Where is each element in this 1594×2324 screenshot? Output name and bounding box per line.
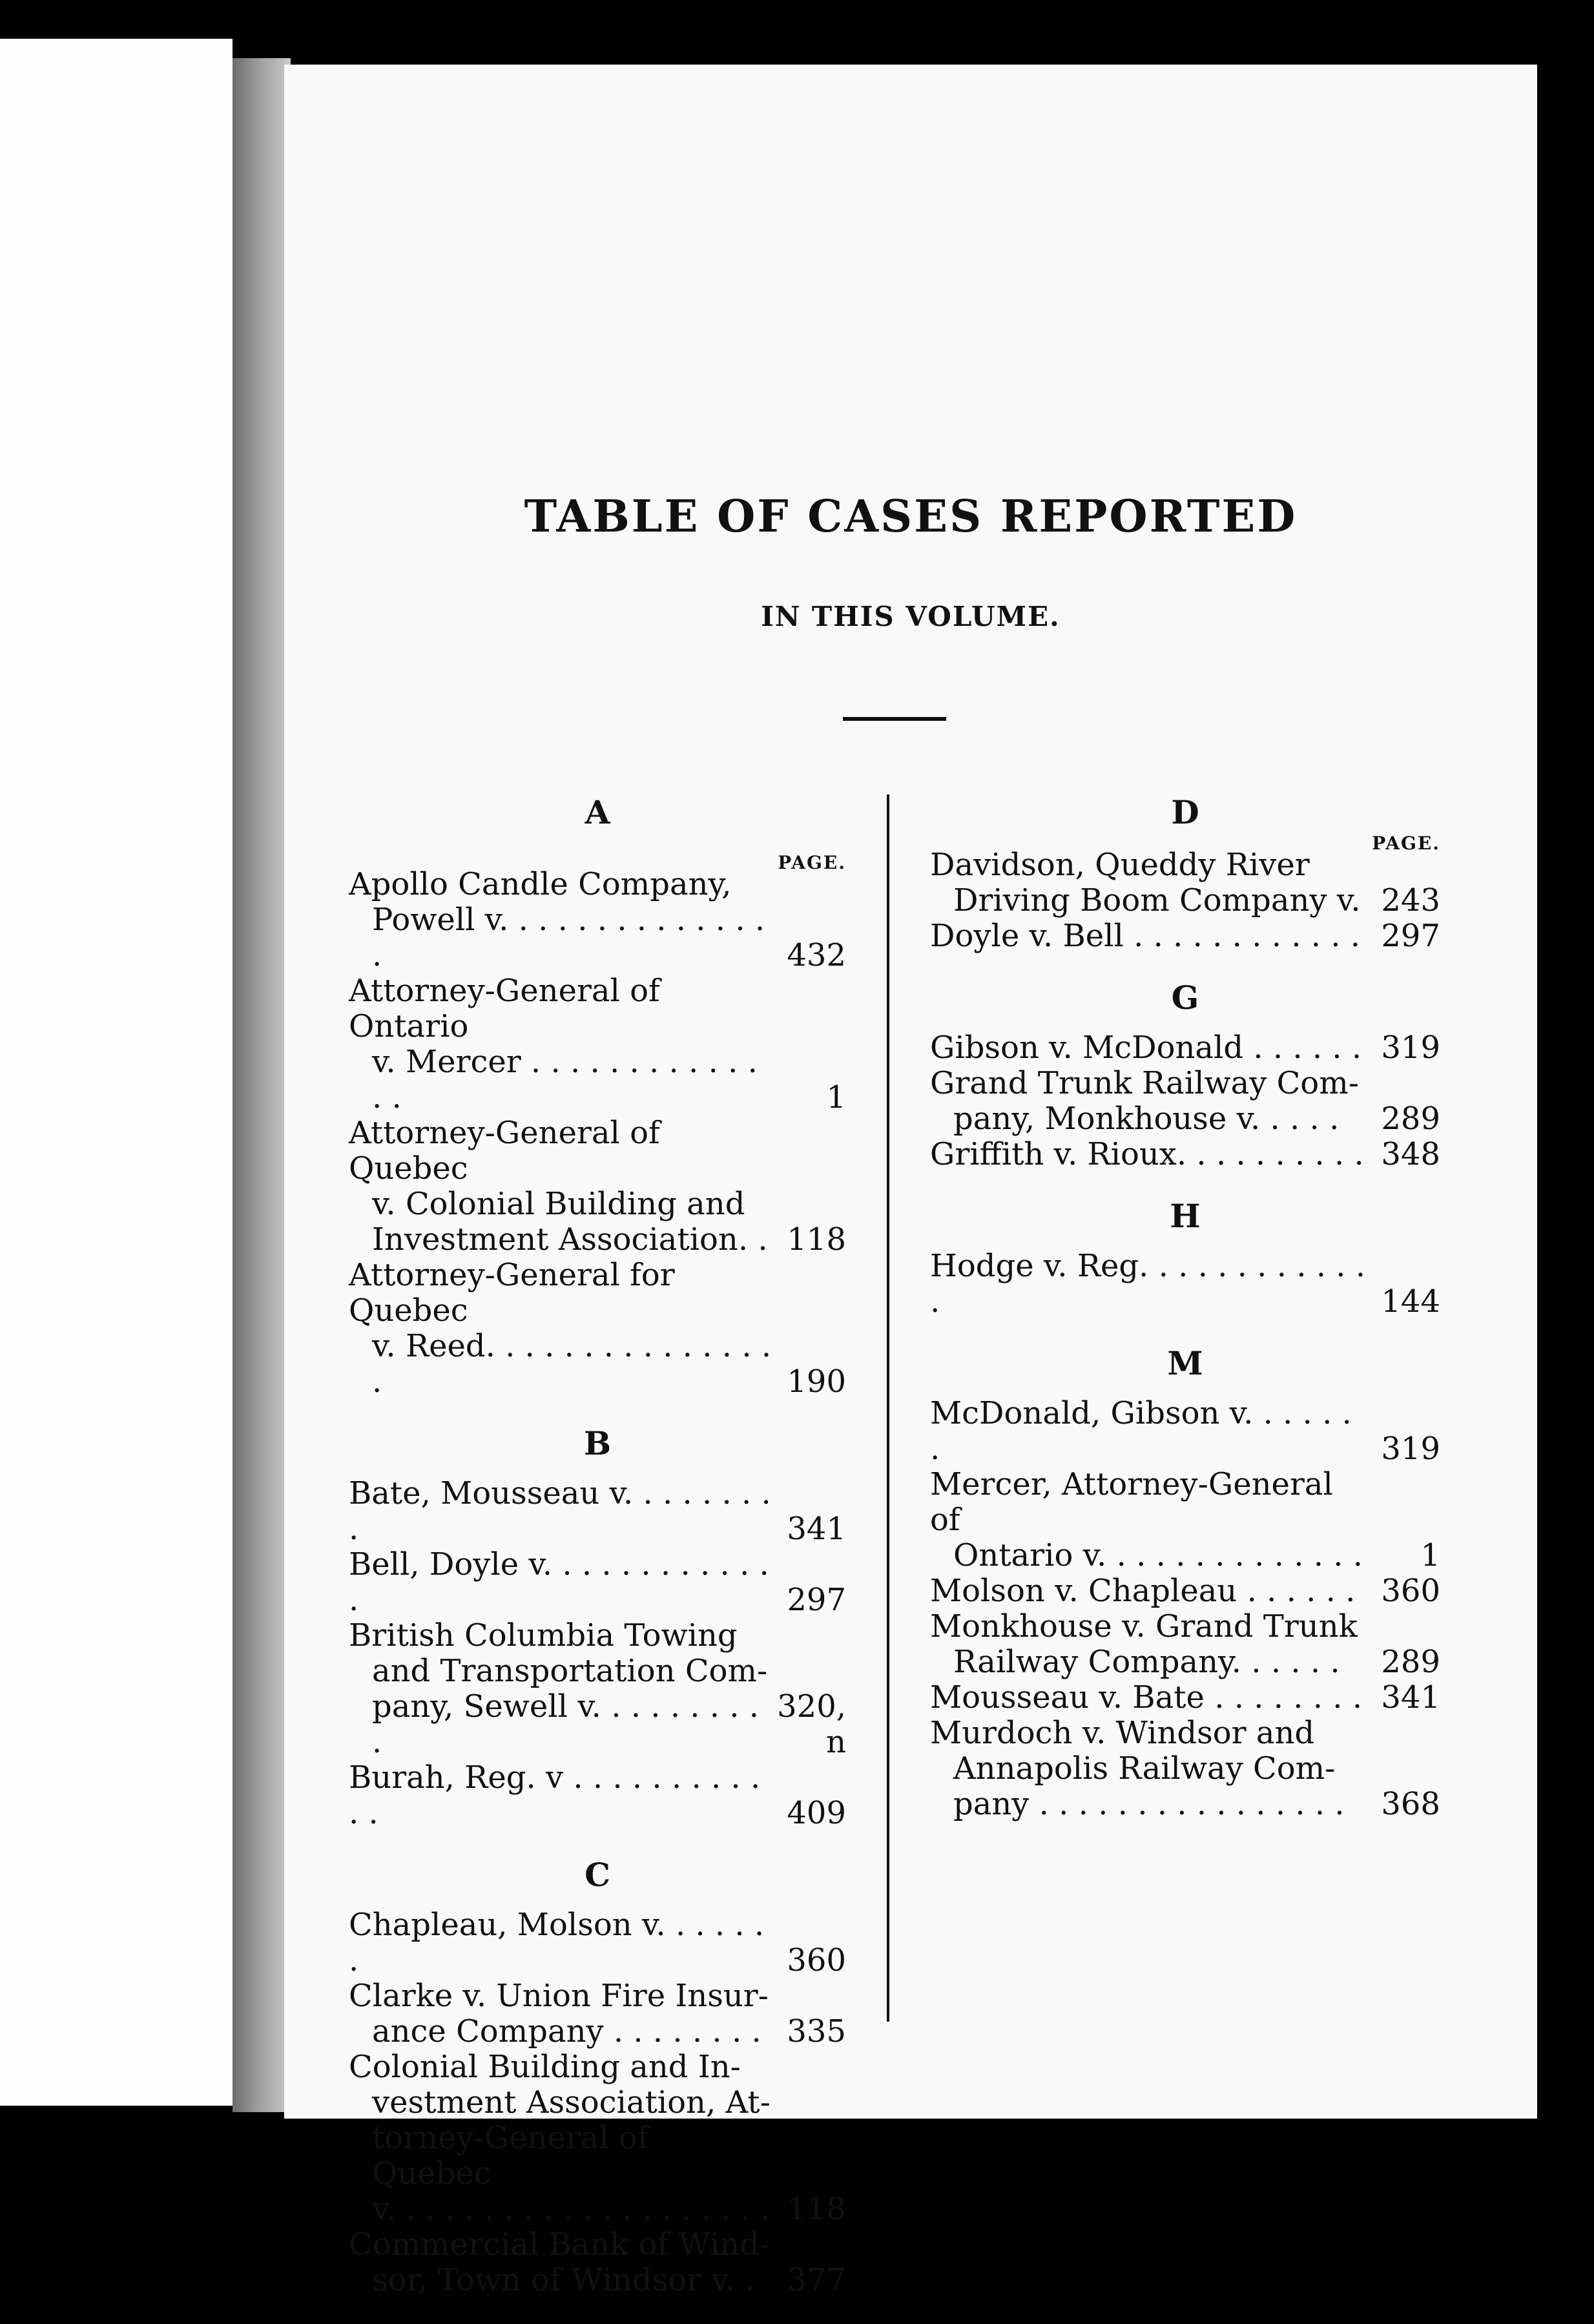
case-name-line: pany, Monkhouse v. . . . . (953, 1101, 1340, 1137)
case-page-number: 289 (1381, 1101, 1440, 1137)
case-entry (930, 1137, 1440, 1172)
case-name (349, 1476, 775, 1547)
case-page-number: 243 (1381, 882, 1440, 918)
case-name (349, 1760, 775, 1831)
section-m (930, 1345, 1440, 1822)
page-column-label: PAGE. (778, 852, 846, 873)
case-name-line: Molson v. Chapleau . . . . . . (930, 1573, 1356, 1609)
page-column-label: PAGE. (1372, 833, 1440, 854)
case-entry (349, 973, 846, 1115)
section-a (349, 794, 846, 1400)
case-name (349, 1978, 775, 2049)
case-name (930, 1030, 1369, 1066)
section-g (930, 980, 1440, 1172)
case-name (930, 1066, 1369, 1137)
case-name-line: Clarke v. Union Fire Insur- (349, 1978, 769, 2014)
case-name-line: ance Company . . . . . . . . (372, 2013, 761, 2049)
case-name (930, 1249, 1369, 1320)
section-letter: B (583, 1424, 612, 1462)
case-name (930, 1680, 1369, 1716)
case-name-line: Annapolis Railway Com- (953, 1750, 1336, 1787)
case-name-line: Burah, Reg. v . . . . . . . . . . . . (349, 1759, 761, 1831)
case-page-number: 341 (1381, 1679, 1440, 1716)
case-name-line: Powell v. . . . . . . . . . . . . . . (372, 902, 765, 973)
case-name (349, 1258, 775, 1400)
case-entry (930, 1609, 1440, 1680)
case-name-line: British Columbia Towing (349, 1617, 738, 1654)
case-name (349, 973, 775, 1115)
case-entry (930, 1396, 1440, 1467)
section-letter: D (1171, 793, 1199, 831)
case-name-line: and Transportation Com- (372, 1653, 768, 1689)
case-page-number: 289 (1381, 1644, 1440, 1680)
case-entry (349, 1618, 846, 1760)
case-page-number: 368 (1381, 1786, 1440, 1822)
case-name-line: torney-General of Quebec (372, 2120, 649, 2192)
case-page-number: 190 (787, 1364, 846, 1400)
case-page-number: 432 (787, 937, 846, 973)
case-name-line: vestment Association, At- (372, 2084, 771, 2121)
case-entry (349, 1258, 846, 1400)
document-page (284, 65, 1537, 2298)
case-name-line: Davidson, Queddy River (930, 847, 1310, 883)
case-name (930, 1396, 1369, 1467)
case-name-line: Murdoch v. Windsor and (930, 1715, 1315, 1751)
case-entry (349, 1547, 846, 1618)
case-name (349, 1907, 775, 1978)
case-entry (930, 1716, 1440, 1822)
case-name-line: Apollo Candle Company, (349, 866, 732, 902)
right-column (930, 788, 1440, 1848)
section-letter: C (585, 1856, 610, 1894)
case-name (349, 2227, 775, 2298)
case-entry (930, 847, 1440, 918)
case-page-number: 335 (787, 2013, 846, 2049)
case-entry (349, 1978, 846, 2049)
case-entry (349, 1476, 846, 1547)
case-page-number: 297 (787, 1582, 846, 1618)
case-page-number: 1 (826, 1079, 846, 1115)
case-name-line: Ontario v. . . . . . . . . . . . . . (953, 1537, 1363, 1573)
case-name-line: Driving Boom Company v. (953, 882, 1361, 918)
case-name-line: Doyle v. Bell . . . . . . . . . . . . (930, 918, 1361, 954)
case-name-line: pany . . . . . . . . . . . . . . . . (953, 1786, 1345, 1822)
section-letter: H (1170, 1197, 1201, 1235)
case-name-line: Bell, Doyle v. . . . . . . . . . . . . (349, 1546, 769, 1618)
case-name (349, 2049, 775, 2227)
section-letter: M (1167, 1344, 1203, 1382)
page-subtitle: IN THIS VOLUME. (761, 601, 1061, 632)
book-gutter (233, 58, 291, 2112)
case-entry (930, 1030, 1440, 1066)
case-name-line: Mousseau v. Bate . . . . . . . . (930, 1679, 1363, 1716)
case-name-line: Attorney-General of Ontario (349, 973, 660, 1044)
case-page-number: 341 (787, 1511, 846, 1547)
case-entry (349, 867, 846, 973)
case-page-number: 348 (1381, 1136, 1440, 1172)
case-name-line: v. Mercer . . . . . . . . . . . . . . (372, 1044, 758, 1115)
case-page-number: 320, n (777, 1688, 846, 1760)
case-page-number: 144 (1381, 1283, 1440, 1320)
case-name-line: Gibson v. McDonald . . . . . . (930, 1030, 1362, 1066)
case-name-line: Investment Association. . (372, 1221, 768, 1258)
case-name (349, 1115, 775, 1258)
case-entry (349, 2227, 846, 2298)
page-title: TABLE OF CASES REPORTED (524, 491, 1298, 543)
case-page-number: 319 (1381, 1431, 1440, 1467)
case-name-line: sor, Town of Windsor v. . (372, 2262, 755, 2298)
case-name-line: Griffith v. Rioux. . . . . . . . . . (930, 1136, 1364, 1172)
case-name-line: Bate, Mousseau v. . . . . . . . . (349, 1475, 771, 1547)
case-name (930, 1467, 1369, 1573)
case-name-line: v. . . . . . . . . . . . . . . . . . . . (372, 2191, 771, 2227)
case-name-line: v. Colonial Building and (372, 1186, 745, 1222)
case-name-line: Commercial Bank of Wind- (349, 2226, 771, 2263)
case-entry (930, 1249, 1440, 1320)
case-name-line: pany, Sewell v. . . . . . . . . . (372, 1688, 760, 1760)
column-divider (887, 794, 889, 2022)
case-page-number: 319 (1381, 1030, 1440, 1066)
title-rule (843, 717, 946, 721)
case-page-number: 118 (787, 2191, 846, 2227)
case-entry (930, 1573, 1440, 1609)
left-page-margin (0, 39, 233, 2106)
case-name-line: Attorney-General of Quebec (349, 1115, 660, 1187)
case-name (349, 1618, 775, 1760)
case-name (930, 1716, 1369, 1822)
case-page-number: 377 (787, 2262, 846, 2298)
section-c (349, 1857, 846, 2298)
case-entry (349, 2049, 846, 2227)
case-entry (349, 1907, 846, 1978)
section-letter: G (1171, 979, 1199, 1017)
section-d (930, 794, 1440, 954)
case-page-number: 118 (787, 1221, 846, 1258)
case-name (349, 1547, 775, 1618)
case-page-number: 297 (1381, 918, 1440, 954)
case-name-line: Colonial Building and In- (349, 2049, 741, 2085)
case-name-line: Railway Company. . . . . . (953, 1644, 1340, 1680)
case-name-line: McDonald, Gibson v. . . . . . . (930, 1395, 1352, 1467)
case-entry (930, 1467, 1440, 1573)
case-name-line: v. Reed. . . . . . . . . . . . . . . . (372, 1328, 772, 1400)
case-name (930, 1137, 1369, 1172)
case-name (930, 1573, 1369, 1609)
section-letter: A (585, 793, 610, 831)
case-name-line: Attorney-General for Quebec (349, 1257, 675, 1329)
case-name (930, 1609, 1369, 1680)
section-h (930, 1198, 1440, 1320)
case-page-number: 409 (787, 1795, 846, 1831)
case-entry (930, 1680, 1440, 1716)
case-page-number: 360 (787, 1942, 846, 1978)
left-column (349, 788, 846, 2324)
case-name-line: Monkhouse v. Grand Trunk (930, 1608, 1358, 1644)
case-name-line: Grand Trunk Railway Com- (930, 1065, 1359, 1101)
case-page-number: 1 (1420, 1537, 1440, 1573)
case-entry (930, 1066, 1440, 1137)
case-page-number: 360 (1381, 1573, 1440, 1609)
case-name-line: Mercer, Attorney-General of (930, 1466, 1333, 1538)
case-name (930, 918, 1369, 954)
case-entry (349, 1760, 846, 1831)
case-entry (930, 918, 1440, 954)
case-name-line: Hodge v. Reg. . . . . . . . . . . . . (930, 1248, 1366, 1320)
case-name (930, 847, 1369, 918)
case-name (349, 867, 775, 973)
case-entry (349, 1115, 846, 1258)
section-b (349, 1426, 846, 1831)
case-name-line: Chapleau, Molson v. . . . . . . (349, 1907, 765, 1978)
